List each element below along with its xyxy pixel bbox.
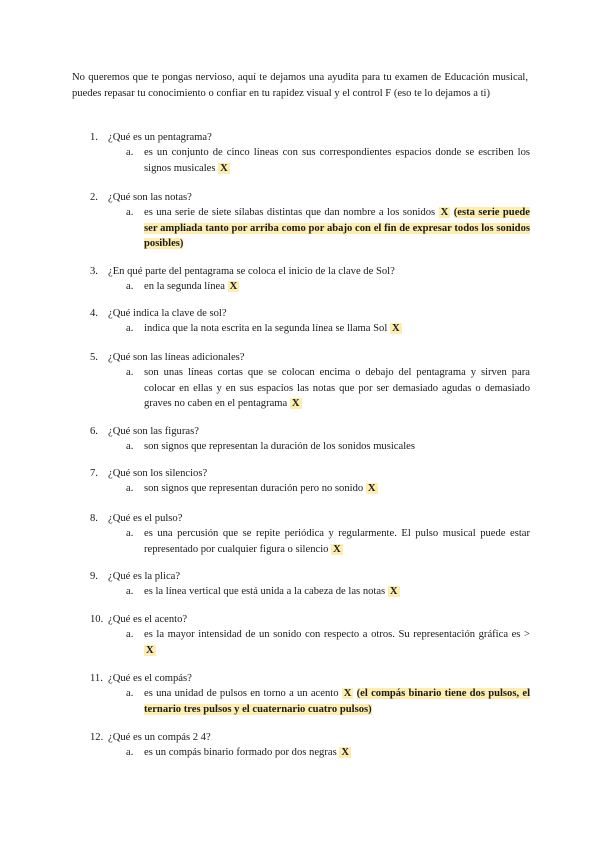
question-text: ¿Qué son las líneas adicionales?	[108, 352, 245, 363]
check-mark: X	[391, 323, 400, 334]
answer-text: son unas líneas cortas que se colocan encima o debajo del pentagrama y sirven para colocar en ellas y en sus espacios las notas que por ser demasiado agudas o demasiado graves no caben en el pentagrama	[144, 367, 530, 409]
question-number: 3.	[90, 266, 98, 277]
answer-letter: a.	[126, 747, 134, 758]
check-mark: X	[333, 543, 341, 555]
check-mark: X	[291, 398, 300, 409]
question-number: 9.	[90, 571, 98, 582]
question-number: 5.	[90, 352, 98, 363]
answer-note: (el compás binario tiene dos pulsos, el ternario tres pulsos y el cuaternario cuatro pulsos)	[144, 688, 531, 715]
question-number: 12.	[90, 732, 104, 743]
answer-text: es un compás binario formado por dos negras	[144, 747, 337, 758]
question-text: ¿Qué es el compás?	[108, 673, 192, 684]
question-text: ¿Qué es el pulso?	[108, 513, 183, 524]
answer-text: indica que la nota escrita en la segunda línea se llama Sol	[144, 323, 388, 334]
answer-text: es una serie de siete sílabas distintas que dan nombre a los sonidos	[144, 207, 436, 218]
question-number: 1.	[90, 132, 98, 143]
check-mark: X	[367, 483, 376, 494]
answer-letter: a.	[126, 586, 134, 597]
answer-letter: a.	[126, 629, 134, 640]
answer-letter: a.	[126, 483, 134, 494]
answer-letter: a.	[126, 147, 134, 158]
check-mark: X	[341, 747, 350, 758]
answer-letter: a.	[126, 528, 134, 539]
question-number: 7.	[90, 468, 98, 479]
answer-text: es un conjunto de cinco líneas con sus correspondientes espacios donde se escriben los signos musicales	[144, 147, 530, 174]
answer-letter: a.	[126, 688, 134, 699]
answer-letter: a.	[126, 323, 134, 334]
question-text: ¿Qué es un compás 2 4?	[108, 732, 211, 743]
answer-text: son signos que representan la duración de los sonidos musicales	[144, 441, 415, 452]
question-text: ¿Qué es la plica?	[108, 571, 181, 582]
check-mark: X	[229, 281, 238, 292]
answer-text: es una unidad de pulsos en torno a un acento	[144, 688, 339, 699]
question-text: ¿Qué es el acento?	[108, 614, 188, 625]
answer-text: es una percusión que se repite periódica y regularmente. El pulso musical puede estar representado por cualquier figura o silencio	[144, 528, 530, 555]
check-mark: X	[343, 688, 352, 699]
question-text: ¿Qué es un pentagrama?	[108, 132, 212, 143]
answer-text: son signos que representan duración pero no sonido	[144, 483, 364, 494]
answer-note: (esta serie puede ser ampliada tanto por arriba como por abajo con el fin de expresar todos los sonidos posibles)	[144, 207, 530, 249]
question-number: 2.	[90, 192, 98, 203]
question-text: ¿Qué indica la clave de sol?	[108, 308, 227, 319]
answer-letter: a.	[126, 207, 134, 218]
check-mark: X	[440, 207, 449, 218]
answer-letter: a.	[126, 367, 134, 378]
answer-letter: a.	[126, 441, 134, 452]
check-mark: X	[146, 644, 154, 656]
answer-text: en la segunda línea	[144, 281, 225, 292]
check-mark: X	[389, 586, 398, 597]
intro-paragraph: No queremos que te pongas nervioso, aquí te dejamos una ayudita para tu examen de Educación musical, puedes repasar tu conocimiento o confiar en tu rapidez visual y el control F (eso te lo dejamos a ti)	[72, 72, 528, 99]
question-text: ¿Qué son los silencios?	[108, 468, 208, 479]
answer-text: es la mayor intensidad de un sonido con respecto a otros. Su representación gráfica es >	[144, 629, 530, 640]
question-text: ¿Qué son las notas?	[108, 192, 192, 203]
question-number: 10.	[90, 614, 104, 625]
question-number: 4.	[90, 308, 98, 319]
check-mark: X	[220, 162, 228, 174]
question-text: ¿Qué son las figuras?	[108, 426, 199, 437]
answer-text: es la línea vertical que está unida a la cabeza de las notas	[144, 586, 386, 597]
question-number: 8.	[90, 513, 98, 524]
question-number: 11.	[90, 673, 103, 684]
question-number: 6.	[90, 426, 98, 437]
answer-letter: a.	[126, 281, 134, 292]
question-text: ¿En qué parte del pentagrama se coloca el inicio de la clave de Sol?	[108, 266, 395, 277]
